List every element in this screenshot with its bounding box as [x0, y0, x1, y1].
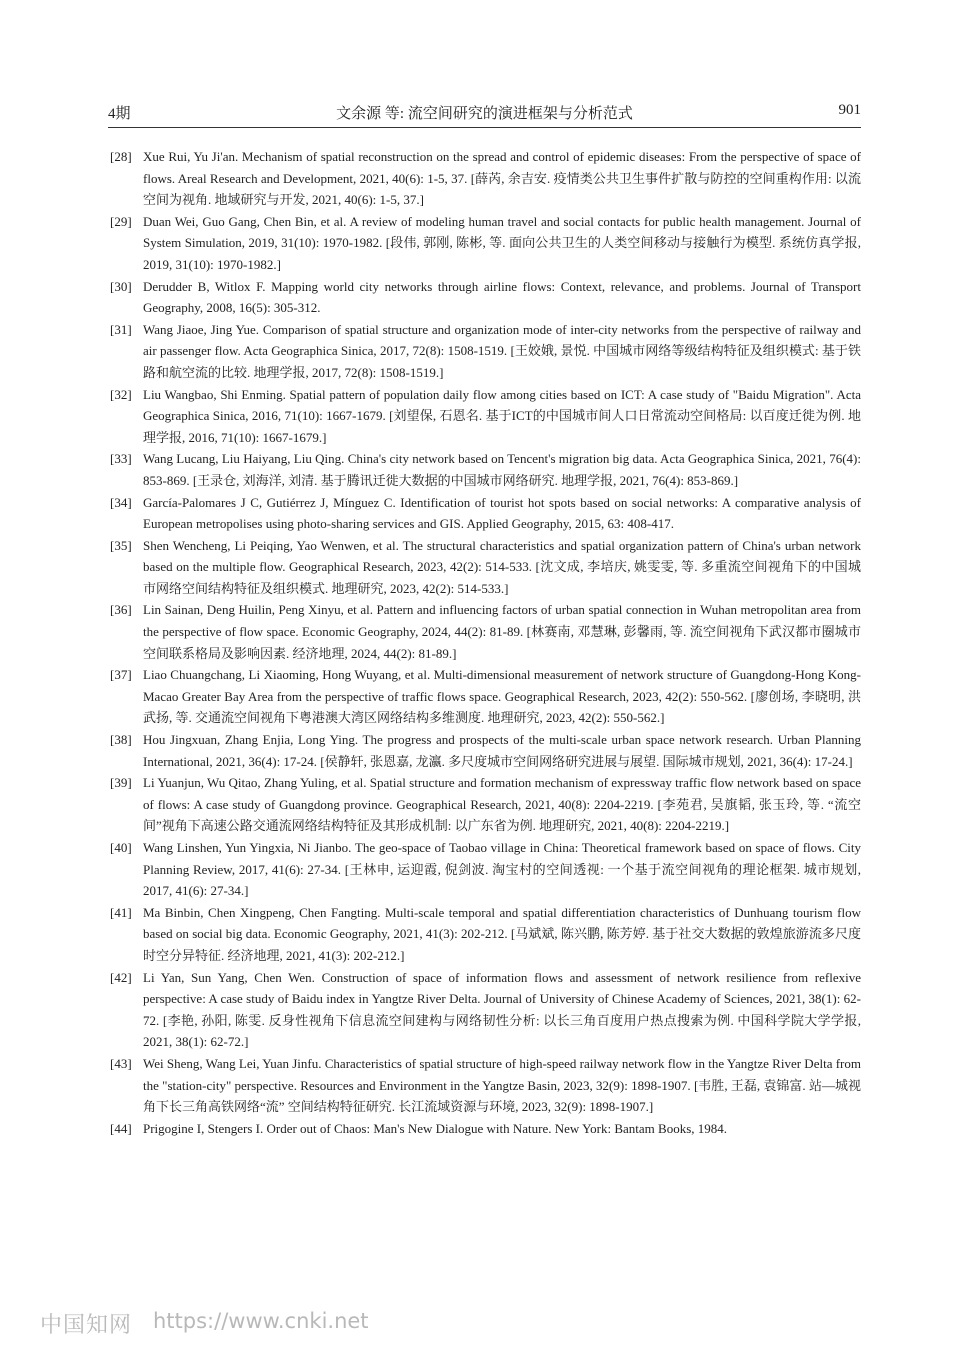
reference-item	[110, 146, 861, 211]
reference-number: [38]	[110, 732, 132, 748]
reference-number: [36]	[110, 602, 132, 618]
reference-item	[110, 448, 861, 491]
reference-number: [35]	[110, 537, 132, 553]
reference-list	[110, 146, 861, 1139]
reference-item	[110, 902, 861, 967]
reference-text: Liu Wangbao, Shi Enming. Spatial pattern of population daily flow among cities based on ICT: A case study of "Baidu Migration". Acta Geographica Sinica, 2016, 71(10): 1667-1679. [刘望保, 石恩名. 基于ICT的中国城市间人口日常流动空间格局: 以百度迁徙为例. 地理学报, 2016, 71(10): 1667-1679.]	[143, 386, 861, 445]
cnki-url: https://www.cnki.net	[153, 1309, 369, 1333]
reference-text: Ma Binbin, Chen Xingpeng, Chen Fangting. Multi-scale temporal and spatial differentiation characteristics of Dunhuang tourism flow based on social big data. Economic Geography, 2021, 41(3): 202-212. [马斌斌, 陈兴鹏, 陈芳婷. 基于社交大数据的敦煌旅游流多尺度时空分异特征. 经济地理, 2021, 41(3): 202-212.]	[143, 904, 861, 963]
page-number: 901	[838, 102, 861, 118]
reference-item	[110, 535, 861, 600]
reference-text: Liao Chuangchang, Li Xiaoming, Hong Wuyang, et al. Multi-dimensional measurement of network structure of Guangdong-Hong Kong-Macao Greater Bay Area from the perspective of traffic flows space. Geographical Research, 2023, 42(2): 550-562. [廖创场, 李晓明, 洪武扬, 等. 交通流空间视角下粤港澳大湾区网络结构多维测度. 地理研究, 2023, 42(2): 550-562.]	[143, 667, 861, 726]
reference-item	[110, 1118, 861, 1140]
reference-number: [41]	[110, 904, 132, 920]
reference-text: Lin Sainan, Deng Huilin, Peng Xinyu, et al. Pattern and influencing factors of urban spatial connection in Wuhan metropolitan area from the perspective of flow space. Economic Geography, 2024, 44(2): 81-89. [林赛南, 邓慧琳, 彭馨雨, 等. 流空间视角下武汉都市圈城市空间联系格局及影响因素. 经济地理, 2024, 44(2): 81-89.]	[143, 602, 861, 661]
reference-number: [31]	[110, 321, 132, 337]
reference-text: Wang Linshen, Yun Yingxia, Ni Jianbo. The geo-space of Taobao village in China: Theoretical framework based on space of flows. City Planning Review, 2017, 41(6): 27-34. [王林申, 运迎霞, 倪剑波. 淘宝村的空间透视: 一个基于流空间视角的理论框架. 城市规划, 2017, 41(6): 27-34.]	[143, 840, 861, 899]
reference-number: [32]	[110, 386, 132, 402]
reference-text: García-Palomares J C, Gutiérrez J, Mínguez C. Identification of tourist hot spots based on social networks: A comparative analysis of European metropolises using photo-sharing services and GIS. Applied Geography, 2015, 63: 408-417.	[143, 494, 861, 532]
reference-number: [44]	[110, 1120, 132, 1136]
reference-number: [40]	[110, 840, 132, 855]
reference-number: [37]	[110, 667, 132, 683]
reference-number: [39]	[110, 775, 132, 791]
reference-text: Wei Sheng, Wang Lei, Yuan Jinfu. Characteristics of spatial structure of high-speed railway network flow in the Yangtze River Delta from the "station-city" perspective. Resources and Environment in the Yangtze Basin, 2023, 32(9): 1898-1907. [韦胜, 王磊, 袁锦富. 站—城视角下长三角高铁网络“流” 空间结构特征研究. 长江流域资源与环境, 2023, 32(9): 1898-1907.]	[143, 1055, 861, 1115]
reference-item	[110, 599, 861, 664]
reference-number: [34]	[110, 494, 132, 510]
reference-item	[110, 772, 861, 837]
reference-item	[110, 729, 861, 772]
reference-item	[110, 211, 861, 276]
reference-item	[110, 276, 861, 319]
reference-text: Hou Jingxuan, Zhang Enjia, Long Ying. The progress and prospects of the multi-scale urban space network research. Urban Planning International, 2021, 36(4): 17-24. [侯静轩, 张恩嘉, 龙瀛. 多尺度城市空间网络研究进展与展望. 国际城市规划, 2021, 36(4): 17-24.]	[143, 732, 861, 769]
reference-number: [29]	[110, 213, 132, 229]
reference-item	[110, 837, 861, 902]
reference-item	[110, 664, 861, 729]
reference-text: Li Yan, Sun Yang, Chen Wen. Construction of space of information flows and assessment of network resilience from reflexive perspective: A case study of Baidu index in Yangtze River Delta. Journal of University of Chinese Academy of Sciences, 2021, 38(1): 62-72. [李艳, 孙阳, 陈雯. 反身性视角下信息流空间建构与网络韧性分析: 以长三角百度用户热点搜索为例. 中国科学院大学学报, 2021, 38(1): 62-72.]	[143, 969, 861, 1050]
reference-number: [43]	[110, 1055, 132, 1071]
reference-text: Derudder B, Witlox F. Mapping world city networks through airline flows: Context, relevance, and problems. Journal of Transport Geography, 2008, 16(5): 305-312.	[143, 278, 861, 316]
reference-text: Wang Lucang, Liu Haiyang, Liu Qing. China's city network based on Tencent's migration big data. Acta Geographica Sinica, 2021, 76(4): 853-869. [王录仓, 刘海洋, 刘清. 基于腾讯迁徙大数据的中国城市网络研究. 地理学报, 2021, 76(4): 853-869.]	[143, 451, 861, 488]
reference-text: Wang Jiaoe, Jing Yue. Comparison of spatial structure and organization mode of inter-city networks from the perspective of railway and air passenger flow. Acta Geographica Sinica, 2017, 72(8): 1508-1519. [王姣娥, 景悦. 中国城市网络等级结构特征及组织模式: 基于铁路和航空流的比较. 地理学报, 2017, 72(8): 1508-1519.]	[143, 321, 861, 380]
running-header	[108, 102, 861, 126]
reference-item	[110, 967, 861, 1053]
reference-text: Duan Wei, Guo Gang, Chen Bin, et al. A review of modeling human travel and social contacts for public health management. Journal of System Simulation, 2019, 31(10): 1970-1982. [段伟, 郭刚, 陈彬, 等. 面向公共卫生的人类空间移动与接触行为模型. 系统仿真学报, 2019, 31(10): 1970-1982.]	[143, 213, 861, 272]
reference-number: [30]	[110, 278, 132, 294]
reference-text: Prigogine I, Stengers I. Order out of Chaos: Man's New Dialogue with Nature. New York: Bantam Books, 1984.	[143, 1120, 728, 1136]
reference-item	[110, 319, 861, 384]
header-rule	[108, 127, 861, 128]
issue-number: 4期	[108, 106, 131, 122]
reference-item	[110, 1053, 861, 1118]
reference-text: Li Yuanjun, Wu Qitao, Zhang Yuling, et al. Spatial structure and formation mechanism of expressway traffic flow network based on space of flows: A case study of Guangdong province. Geographical Research, 2021, 40(8): 2204-2219. [李苑君, 吴旗韬, 张玉玲, 等. “流空间”视角下高速公路交通流网络结构特征及其形成机制: 以广东省为例. 地理研究, 2021, 40(8): 2204-2219.]	[143, 775, 861, 834]
cnki-logo: 中国知网	[40, 1313, 133, 1338]
reference-item	[110, 384, 861, 449]
running-title: 文余源 等: 流空间研究的演进框架与分析范式	[336, 106, 633, 122]
reference-text: Xue Rui, Yu Ji'an. Mechanism of spatial reconstruction on the spread and control of epidemic diseases: From the perspective of space of flows. Areal Research and Development, 2021, 40(6): 1-5, 37. [薛芮, 余吉安. 疫情类公共卫生事件扩散与防控的空间重构作用: 以流空间为视角. 地域研究与开发, 2021, 40(6): 1-5, 37.]	[143, 149, 861, 208]
reference-number: [28]	[110, 149, 132, 164]
reference-number: [33]	[110, 451, 132, 467]
reference-item	[110, 492, 861, 535]
reference-text: Shen Wencheng, Li Peiqing, Yao Wenwen, et al. The structural characteristics and spatial organization pattern of China's urban network based on the multiple flow. Geographical Research, 2023, 42(2): 514-533. [沈文成, 李培庆, 姚雯雯, 等. 多重流空间视角下的中国城市网络空间结构特征及组织模式. 地理研究, 2023, 42(2): 514-533.]	[143, 537, 861, 596]
reference-number: [42]	[110, 969, 132, 985]
